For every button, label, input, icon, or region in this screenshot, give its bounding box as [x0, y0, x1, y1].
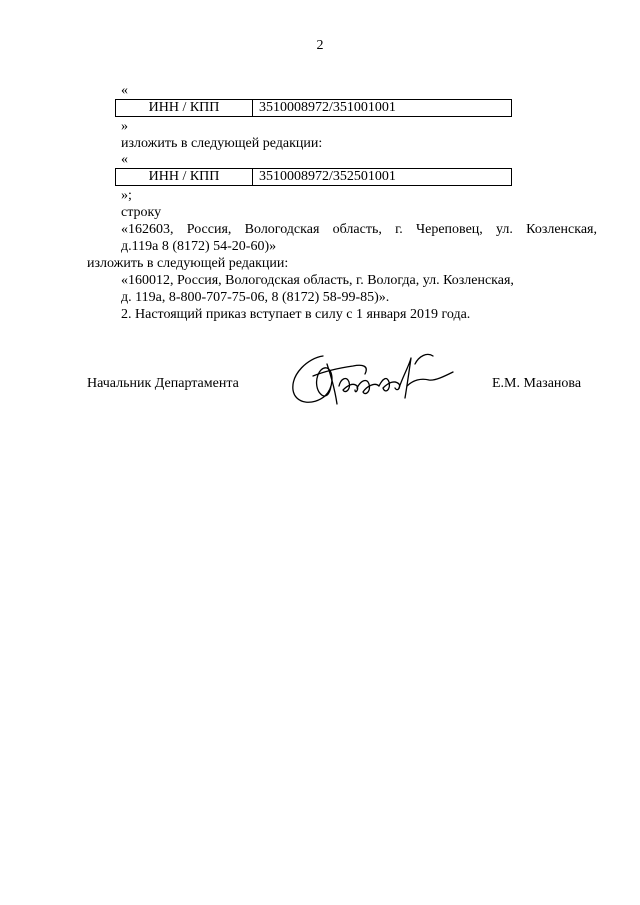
closing-quote: »;	[121, 188, 132, 203]
closing-quote: »	[121, 119, 128, 134]
signer-title: Начальник Департамента	[87, 376, 239, 391]
edition-statement: изложить в следующей редакции:	[121, 136, 323, 151]
table-row	[116, 169, 512, 186]
handwritten-signature	[283, 346, 463, 416]
opening-quote: «	[121, 152, 128, 167]
old-address-line-2: д.119а 8 (8172) 54-20-60)»	[121, 239, 277, 254]
page-number: 2	[316, 38, 324, 53]
new-address-line-1: «160012, Россия, Вологодская область, г. Вологда, ул. Козленская,	[121, 273, 514, 288]
inn-kpp-table-new	[115, 168, 512, 186]
row-word: строку	[121, 205, 162, 220]
old-address-line-1: «162603, Россия, Вологодская область, г. Череповец, ул. Козленская,	[121, 222, 597, 237]
inn-kpp-table-old	[115, 99, 512, 117]
new-address-line-2: д. 119а, 8-800-707-75-06, 8 (8172) 58-99-85)».	[121, 290, 390, 305]
clause-2: 2. Настоящий приказ вступает в силу с 1 января 2019 года.	[121, 307, 471, 322]
inn-kpp-label: ИНН / КПП	[116, 100, 253, 117]
inn-kpp-value: 3510008972/351001001	[253, 100, 512, 117]
inn-kpp-value: 3510008972/352501001	[253, 169, 512, 186]
opening-quote: «	[121, 83, 128, 98]
table-row	[116, 100, 512, 117]
inn-kpp-label: ИНН / КПП	[116, 169, 253, 186]
edition-statement: изложить в следующей редакции:	[87, 256, 289, 271]
signer-name: Е.М. Мазанова	[492, 376, 582, 391]
